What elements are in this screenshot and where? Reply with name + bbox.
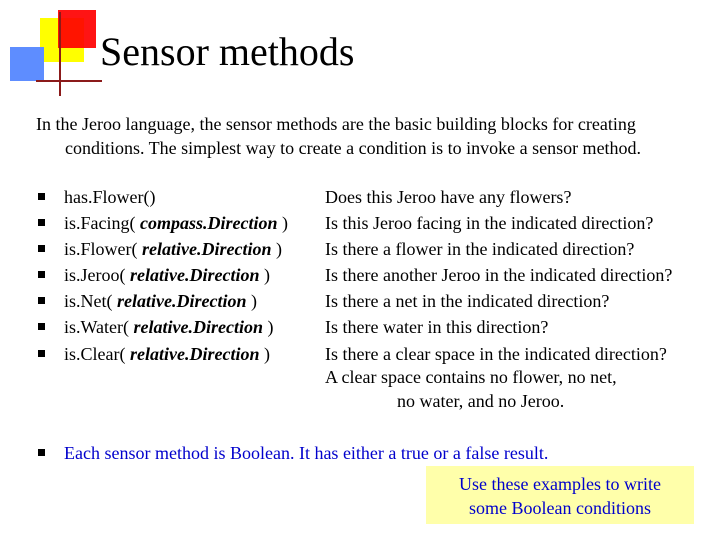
method-name: has.Flower(): [64, 187, 156, 207]
callout-line-2: some Boolean conditions: [469, 498, 651, 518]
method-signature: [64, 236, 282, 262]
method-description: Is there a flower in the indicated direction?: [325, 239, 635, 259]
method-close: ): [246, 291, 257, 311]
method-argument: relative.Direction: [129, 344, 260, 364]
method-argument: compass.Direction: [140, 213, 278, 233]
bullet-icon: [38, 271, 45, 278]
bullet-icon: [38, 297, 45, 304]
bullet-icon: [38, 245, 45, 252]
callout-line-1: Use these examples to write: [459, 474, 661, 494]
method-description: Is there a clear space in the indicated direction?: [325, 344, 667, 364]
method-argument: relative.Direction: [133, 317, 264, 337]
bullet-icon: [38, 219, 45, 226]
method-signature: [64, 262, 270, 288]
method-name: is.Clear(: [64, 344, 130, 364]
method-close: ): [259, 265, 270, 285]
intro-line-1: In the Jeroo language, the sensor methods are the basic building blocks for creating: [36, 114, 636, 134]
method-name: is.Jeroo(: [64, 265, 130, 285]
boolean-bullet-text: Each sensor method is Boolean. It has either a true or a false result.: [64, 443, 549, 463]
bullet-icon: [38, 323, 45, 330]
method-description: Does this Jeroo have any flowers?: [325, 187, 572, 207]
method-description: Is there water in this direction?: [325, 317, 549, 337]
decor-vertical-rule: [59, 12, 61, 96]
method-name: is.Facing(: [64, 213, 140, 233]
clear-note-line-2: no water, and no Jeroo.: [397, 391, 565, 411]
decor-blue-square: [10, 47, 44, 81]
intro-paragraph: [36, 112, 712, 160]
bullet-icon: [38, 449, 45, 456]
method-description: Is there a net in the indicated direction?: [325, 291, 610, 311]
decor-red-square: [58, 10, 96, 48]
method-description: Is this Jeroo facing in the indicated direction?: [325, 213, 654, 233]
method-argument: relative.Direction: [142, 239, 272, 259]
method-close: ): [277, 213, 288, 233]
method-name: is.Net(: [64, 291, 117, 311]
bullet-icon: [38, 350, 45, 357]
method-signature: [64, 314, 274, 340]
method-argument: relative.Direction: [130, 265, 260, 285]
method-name: is.Water(: [64, 317, 134, 337]
method-signature: [64, 184, 155, 210]
method-signature: [64, 288, 257, 314]
method-argument: relative.Direction: [117, 291, 247, 311]
method-name: is.Flower(: [64, 239, 142, 259]
method-close: ): [259, 344, 270, 364]
method-close: ): [271, 239, 282, 259]
bullet-icon: [38, 193, 45, 200]
method-signature: [64, 341, 270, 367]
method-description: Is there another Jeroo in the indicated direction?: [325, 265, 673, 285]
slide-title: Sensor methods: [100, 29, 355, 74]
method-signature: [64, 210, 288, 236]
clear-note-line-1: A clear space contains no flower, no net,: [325, 367, 617, 387]
callout-box: [426, 466, 694, 524]
decor-horizontal-rule: [36, 80, 102, 82]
method-close: ): [263, 317, 274, 337]
intro-line-2: conditions. The simplest way to create a condition is to invoke a sensor method.: [65, 138, 642, 158]
